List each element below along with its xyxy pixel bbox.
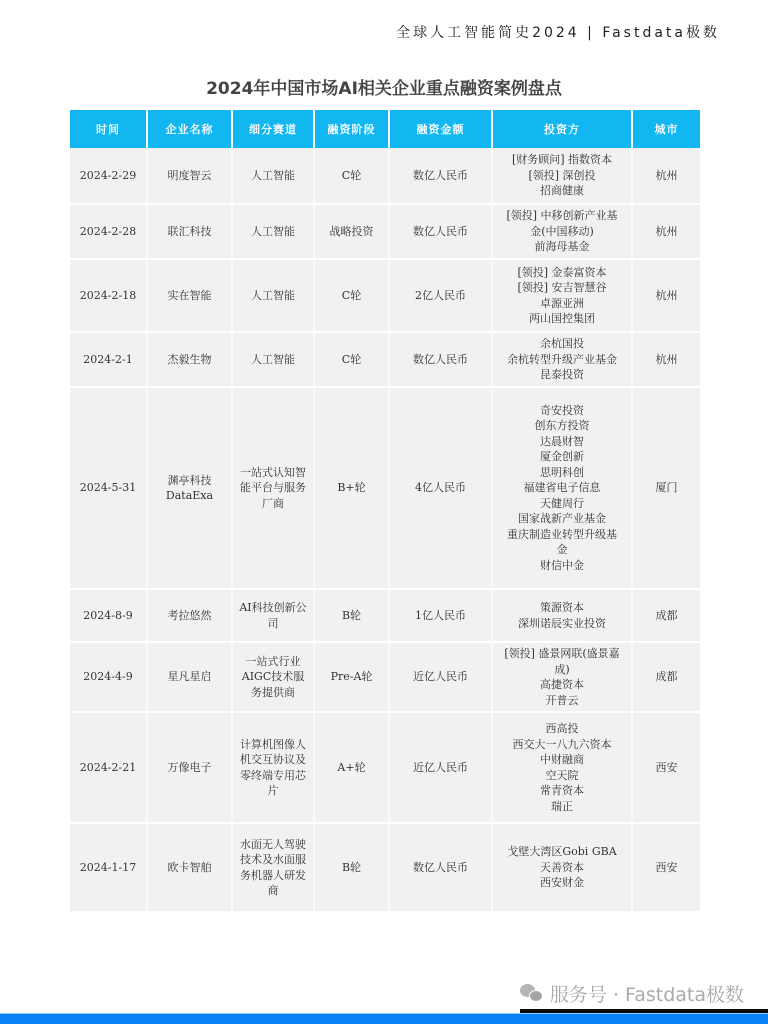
cell-investors-line: [领投] 中移创新产业基 [506,209,618,223]
running-header: 全球人工智能简史2024 | Fastdata极数 [396,25,720,41]
cell-sector-line: 技术及水面服 [240,853,306,866]
cell-company-line: DataExa [165,489,214,502]
watermark-text: 服务号 · Fastdata极数 [549,984,744,1006]
column-header-sector: 细分赛道 [233,110,315,148]
cell-sector [233,260,315,333]
cell-investors-line: 财信中金 [540,558,584,572]
table-row [70,148,700,205]
table-body [70,148,700,913]
cell-company-line: 联汇科技 [167,224,212,238]
cell-investors [493,260,633,333]
cell-sector-line: 水面无人驾驶 [240,837,306,851]
cell-sector-line: 机交互协议及 [240,753,306,766]
cell-sector-line: 务机器人研发 [240,868,306,882]
cell-investors [493,643,633,713]
cell-sector [233,643,315,713]
cell-amount: 近亿人民币 [390,713,493,824]
cell-sector-line: 一站式认知智 [240,465,306,479]
cell-company-line: 欧卡智舶 [167,860,212,874]
cell-company [148,333,233,388]
cell-investors-line: 天善资本 [540,860,584,874]
cell-stage: 战略投资 [315,205,390,260]
cell-stage: B轮 [315,824,390,913]
cell-date: 2024-4-9 [70,643,148,713]
cell-company [148,388,233,590]
column-header-date: 时间 [70,110,148,148]
cell-company-line: 明度智云 [167,168,212,182]
cell-date: 2024-8-9 [70,590,148,643]
cell-stage: C轮 [315,148,390,205]
cell-sector [233,148,315,205]
table-row [70,590,700,643]
cell-sector-line: 人工智能 [251,168,295,182]
cell-investors-line: 厦金创新 [540,450,584,464]
cell-investors-line: 西高投 [545,722,579,735]
cell-sector-line: 商 [267,884,279,897]
cell-stage: C轮 [315,260,390,333]
cell-investors-line: 西安财金 [540,876,584,890]
cell-investors-line: 高捷资本 [540,678,584,691]
cell-city: 成都 [633,590,700,643]
cell-investors-line: 奇安投资 [540,403,584,417]
cell-company [148,590,233,643]
cell-sector-line: AIGC技术服 [241,670,305,684]
cell-investors-line: 中财融商 [540,753,584,766]
cell-investors-line: 常青资本 [540,784,584,797]
cell-amount: 数亿人民币 [390,205,493,260]
cell-company-line: 实在智能 [167,288,212,302]
cell-investors-line: 福建省电子信息 [523,481,601,495]
cell-company [148,824,233,913]
cell-investors-line: [领投] 深创投 [528,168,596,182]
cell-sector-line: 司 [267,616,279,630]
column-header-investors: 投资方 [493,110,633,148]
cell-investors-line: 西交大一八九六资本 [512,737,612,751]
cell-sector [233,333,315,388]
cell-amount: 数亿人民币 [390,824,493,913]
cell-sector-line: 一站式行业 [245,654,301,668]
footer-bar [0,1013,768,1024]
column-header-company: 企业名称 [148,110,233,148]
cell-amount: 数亿人民币 [390,148,493,205]
cell-investors-line: 昆泰投资 [540,368,584,382]
cell-investors-line: 两山国控集团 [529,312,595,325]
cell-sector-line: AI科技创新公 [239,601,307,614]
cell-investors-line: 卓源亚洲 [540,296,584,310]
cell-investors-line: 前海母基金 [534,240,590,254]
table-row [70,260,700,333]
page-title: 2024年中国市场AI相关企业重点融资案例盘点 [206,79,562,99]
cell-stage: C轮 [315,333,390,388]
cell-sector-line: 零终端专用芯 [240,768,306,782]
cell-investors-line: 余杭国投 [540,337,584,351]
wechat-icon [520,984,544,1004]
cell-investors-line: [领投] 盛景网联(盛景嘉 [504,647,620,660]
cell-sector [233,713,315,824]
cell-investors-line: 金 [556,543,568,557]
cell-investors-line: 天健周行 [540,496,584,510]
cell-investors [493,205,633,260]
cell-date: 2024-2-29 [70,148,148,205]
cell-investors-line: [财务顾问] 指数资本 [511,153,613,167]
cell-investors-line: 空天院 [545,768,579,782]
cell-date: 2024-5-31 [70,388,148,590]
cell-investors-line: 思明科创 [540,465,584,479]
cell-sector-line: 计算机图像人 [240,737,306,751]
table-row [70,824,700,913]
cell-company [148,205,233,260]
cell-amount: 数亿人民币 [390,333,493,388]
cell-investors-line: [领投] 金泰富资本 [517,265,607,279]
cell-sector-line: 人工智能 [251,288,295,302]
cell-city: 西安 [633,713,700,824]
cell-city: 杭州 [633,148,700,205]
cell-investors [493,333,633,388]
cell-stage: B轮 [315,590,390,643]
cell-investors [493,590,633,643]
table-row [70,333,700,388]
cell-investors-line: [领投] 安吉智慧谷 [517,281,607,294]
cell-investors-line: 成) [554,662,570,676]
cell-investors-line: 国家战新产业基金 [518,512,606,526]
cell-company [148,713,233,824]
table-row [70,643,700,713]
cell-investors [493,824,633,913]
cell-investors-line: 达晨财智 [540,434,584,448]
cell-investors-line: 开普云 [545,693,579,707]
cell-company-line: 万像电子 [167,760,212,774]
table-header-row [70,110,700,148]
cell-investors [493,713,633,824]
watermark [520,980,744,1007]
table-row [70,205,700,260]
column-header-stage: 融资阶段 [315,110,390,148]
column-header-city: 城市 [633,110,700,148]
cell-sector-line: 片 [267,784,279,797]
cell-sector-line: 能平台与服务 [240,481,306,495]
cell-company-line: 星凡星启 [167,670,212,684]
cell-company [148,260,233,333]
cell-city: 西安 [633,824,700,913]
cell-sector-line: 务提供商 [251,685,295,699]
cell-sector-line: 人工智能 [251,352,295,366]
cell-city: 成都 [633,643,700,713]
cell-company-line: 渊亭科技 [167,473,212,487]
cell-sector [233,388,315,590]
cell-sector [233,590,315,643]
cell-amount: 1亿人民币 [390,590,493,643]
cell-investors [493,388,633,590]
cell-amount: 近亿人民币 [390,643,493,713]
table-row [70,388,700,590]
cell-investors-line: 余杭转型升级产业基金 [507,352,617,366]
cell-investors-line: 重庆制造业转型升级基 [507,527,617,541]
cell-sector-line: 厂商 [262,496,284,510]
cell-investors [493,148,633,205]
cell-investors-line: 戈壁大湾区Gobi GBA [507,845,617,859]
cell-investors-line: 瑞正 [551,799,573,813]
cell-city: 厦门 [633,388,700,590]
cell-investors-line: 深圳诺辰实业投资 [518,616,606,630]
cell-investors-line: 金(中国移动) [530,224,594,238]
cell-date: 2024-2-28 [70,205,148,260]
cell-city: 杭州 [633,205,700,260]
table-row [70,713,700,824]
cell-company-line: 杰毅生物 [167,352,212,366]
cell-date: 2024-1-17 [70,824,148,913]
funding-table [70,110,700,913]
cell-stage: Pre-A轮 [315,643,390,713]
cell-sector [233,824,315,913]
column-header-amount: 融资金额 [390,110,493,148]
cell-amount: 4亿人民币 [390,388,493,590]
cell-date: 2024-2-1 [70,333,148,388]
cell-investors-line: 策源资本 [540,601,584,614]
cell-investors-line: 招商健康 [540,184,584,198]
cell-company [148,148,233,205]
cell-sector [233,205,315,260]
cell-company [148,643,233,713]
cell-stage: B+轮 [315,388,390,590]
cell-date: 2024-2-21 [70,713,148,824]
cell-company-line: 考拉悠然 [167,608,212,622]
cell-amount: 2亿人民币 [390,260,493,333]
cell-sector-line: 人工智能 [251,224,295,238]
cell-city: 杭州 [633,333,700,388]
cell-investors-line: 创东方投资 [534,419,590,433]
cell-city: 杭州 [633,260,700,333]
cell-stage: A+轮 [315,713,390,824]
cell-date: 2024-2-18 [70,260,148,333]
